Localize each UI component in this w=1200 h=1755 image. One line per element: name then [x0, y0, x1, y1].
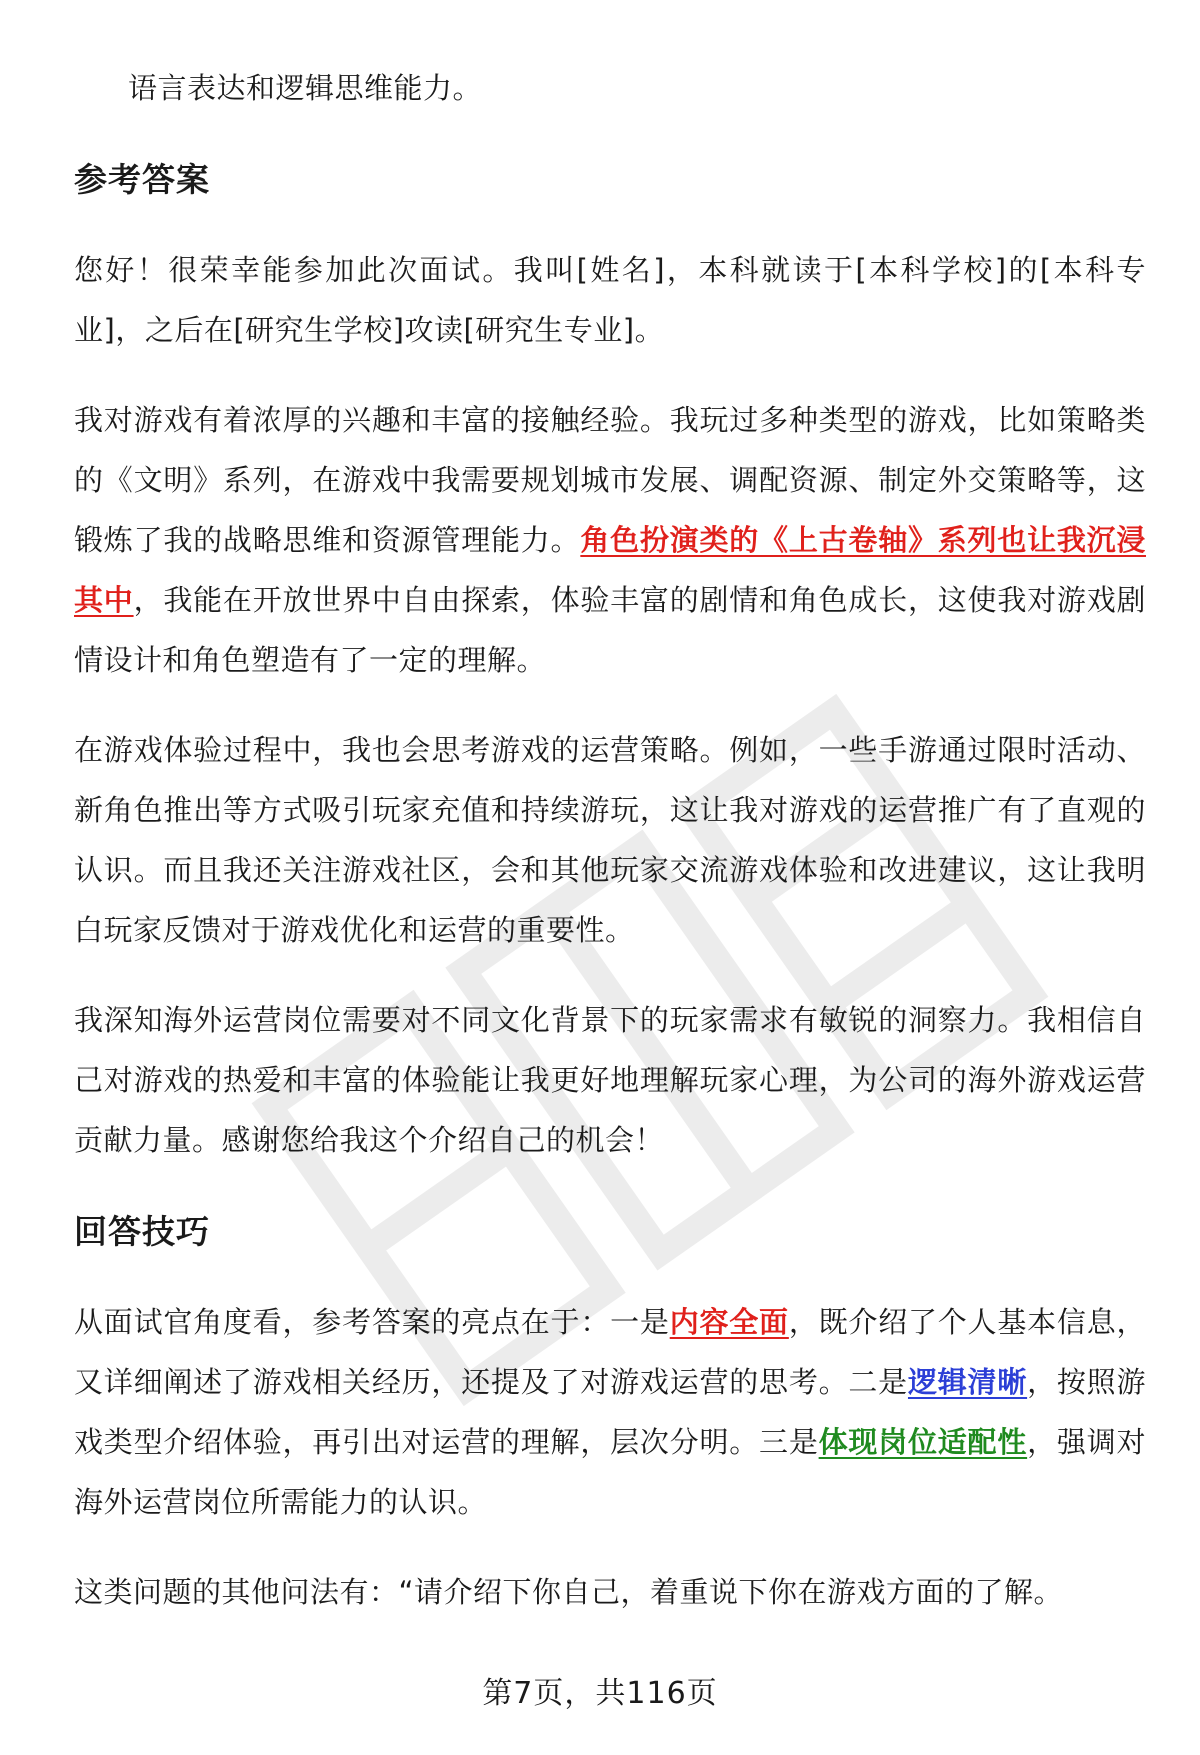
answer-tips-heading: 回答技巧: [74, 1212, 210, 1251]
answer-tips-paragraph-2: 这类问题的其他问法有：“请介绍下你自己，着重说下你在游戏方面的了解。: [74, 1575, 1064, 1609]
reference-answer-paragraph-3: 在游戏体验过程中，我也会思考游戏的运营策略。例如，一些手游通过限时活动、新角色推出等方式吸引玩家充值和持续游玩，这让我对游戏的运营推广有了直观的认识。而且我还关注游戏社区，会和其他玩家交流游戏体验和改进建议，这让我明白玩家反馈对于游戏优化和运营的重要性。: [74, 733, 1146, 947]
reference-answer-heading: 参考答案: [74, 160, 210, 199]
highlight-job-fit: 体现岗位适配性: [818, 1425, 1028, 1459]
paragraph-2-text-after: ，我能在开放世界中自由探索，体验丰富的剧情和角色成长，这使我对游戏剧情设计和角色塑造有了一定的理解。: [74, 583, 1146, 677]
reference-answer-paragraph-2: [74, 390, 1146, 690]
tips-text-3: ，按照游戏类型介绍体验，再引出对运营的理解，层次分明。三是: [74, 1365, 1146, 1459]
page-number-footer: 第7页，共116页: [482, 1676, 718, 1711]
tips-text-4: ，强调对海外运营岗位所需能力的认识。: [74, 1425, 1146, 1519]
intro-tail-text: 语言表达和逻辑思维能力。: [128, 71, 483, 105]
paragraph-2-text-before: 我对游戏有着浓厚的兴趣和丰富的接触经验。我玩过多种类型的游戏，比如策略类的《文明》系列，在游戏中我需要规划城市发展、调配资源、制定外交策略等，这锻炼了我的战略思维和资源管理能力。: [74, 403, 1146, 557]
reference-answer-paragraph-1: 您好！很荣幸能参加此次面试。我叫[姓名]，本科就读于[本科学校]的[本科专业]，之后在[研究生学校]攻读[研究生专业]。: [74, 253, 1146, 347]
answer-tips-paragraph-1: [74, 1292, 1146, 1532]
tips-text-1: 从面试官角度看，参考答案的亮点在于：一是: [74, 1305, 670, 1339]
highlight-comprehensive-content: 内容全面: [669, 1305, 789, 1339]
tips-text-2: ，既介绍了个人基本信息，又详细阐述了游戏相关经历，还提及了对游戏运营的思考。二是: [74, 1305, 1146, 1399]
highlight-elder-scrolls: 角色扮演类的《上古卷轴》系列也让我沉浸其中: [74, 523, 1146, 617]
main-content: [74, 58, 1146, 1622]
highlight-clear-logic: 逻辑清晰: [907, 1365, 1028, 1399]
reference-answer-paragraph-4: 我深知海外运营岗位需要对不同文化背景下的玩家需求有敏锐的洞察力。我相信自己对游戏的热爱和丰富的体验能让我更好地理解玩家心理，为公司的海外游戏运营贡献力量。感谢您给我这个介绍自己的机会！: [74, 1003, 1146, 1157]
